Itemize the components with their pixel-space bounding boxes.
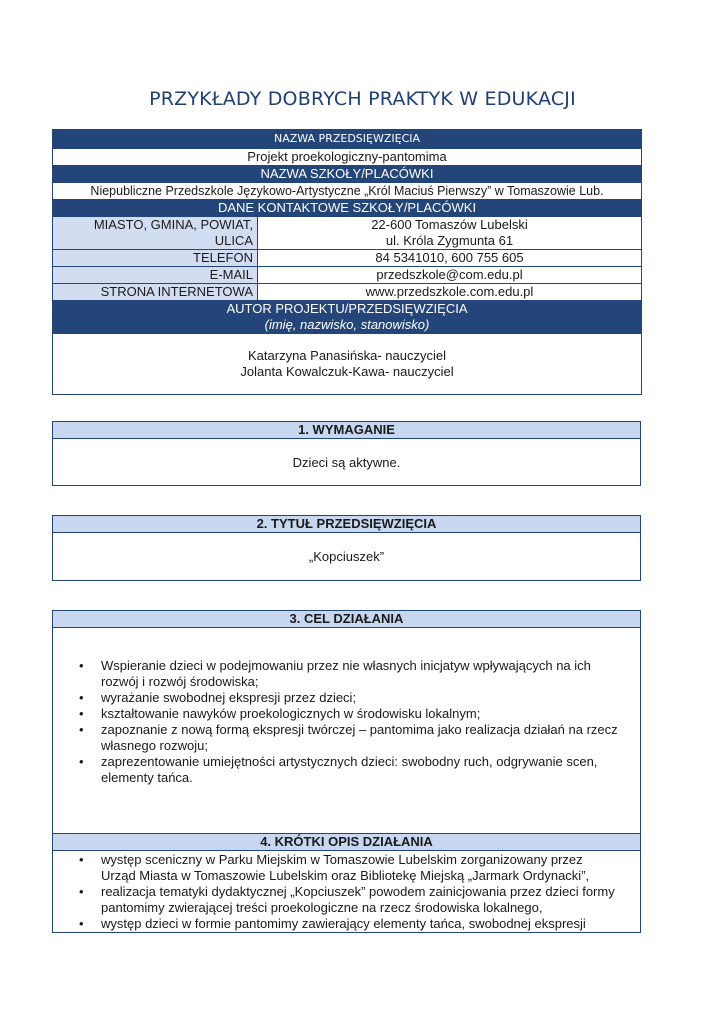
bullet-icon: • [79,658,84,673]
school-name-value: Niepubliczne Przedszkole Językowo-Artystyczne „Król Maciuś Pierwszy” w Tomaszowie Lub. [53,183,642,200]
email-label: E-MAIL [53,267,258,284]
project-name-header: NAZWA PRZEDSIĘWZIĘCIA [53,130,642,149]
address-label-line2: ULICA [214,233,253,248]
author-value [53,334,642,395]
goals-list [53,658,640,786]
bullet-icon: • [79,916,84,931]
author-header [53,301,642,334]
requirement-section [52,421,641,486]
list-item: • zapoznanie z nową formą ekspresji twórczej – pantomima jako realizacja działań na rzecz własnego rozwoju; [79,722,618,753]
list-item: • realizacja tematyki dydaktycznej „Kopciuszek” powodem zainicjowania przez dzieci formy pantomimy zwierającej treści proekologiczne na rzecz środowiska lokalnego, [79,884,615,915]
author-line-1: Katarzyna Panasińska- nauczyciel [248,348,446,363]
website-value[interactable]: www.przedszkole.com.edu.pl [258,284,642,301]
goals-body [53,628,640,833]
page-title: PRZYKŁADY DOBRYCH PRAKTYK W EDUKACJI [149,88,576,110]
contact-header: DANE KONTAKTOWE SZKOŁY/PLACÓWKI [53,200,642,217]
project-title-text: „Kopciuszek” [308,549,385,564]
author-header-title: AUTOR PROJEKTU/PRZEDSIĘWZIĘCIA [226,301,468,316]
project-name-value: Projekt proekologiczny-pantomima [53,149,642,166]
address-value-line2: ul. Króla Zygmunta 61 [385,233,514,248]
phone-value: 84 5341010, 600 755 605 [258,250,642,267]
phone-label: TELEFON [53,250,258,267]
bullet-icon: • [79,884,84,899]
goals-description-section [52,610,641,933]
list-item: • występ sceniczny w Parku Miejskim w Tomaszowie Lubelskim zorganizowany przez Urząd Miasta w Tomaszowie Lubelskim oraz Bibliotekę Miejską „Jarmark Ordynacki”, [79,852,590,883]
list-item: • występ dzieci w formie pantomimy zawierający elementy tańca, swobodnej ekspresji [79,916,586,931]
address-label-line1: MIASTO, GMINA, POWIAT, [93,217,253,232]
bullet-icon: • [79,706,84,721]
requirement-text: Dzieci są aktywne. [292,455,401,470]
bullet-icon: • [79,722,84,737]
goals-heading: 3. CEL DZIAŁANIA [53,611,640,628]
address-label [53,217,258,250]
author-line-2: Jolanta Kowalczuk-Kawa- nauczyciel [240,364,454,379]
bullet-icon: • [79,690,84,705]
address-value [258,217,642,250]
project-title-section [52,515,641,581]
info-table [52,129,642,395]
author-header-subtitle: (imię, nazwisko, stanowisko) [264,317,430,332]
requirement-heading: 1. WYMAGANIE [53,422,640,439]
bullet-icon: • [79,754,84,769]
list-item: • kształtowanie nawyków proekologicznych w środowisku lokalnym; [79,706,481,721]
address-value-line1: 22-600 Tomaszów Lubelski [371,217,528,232]
bullet-icon: • [79,852,84,867]
description-heading: 4. KRÓTKI OPIS DZIAŁANIA [53,833,640,851]
project-title-heading: 2. TYTUŁ PRZEDSIĘWZIĘCIA [53,516,640,533]
list-item: • Wspieranie dzieci w podejmowaniu przez nie własnych inicjatyw wpływających na ich rozwój i rozwój środowiska; [79,658,591,689]
description-list [53,851,640,932]
list-item: • zaprezentowanie umiejętności artystycznych dzieci: swobodny ruch, odgrywanie scen, elementy tańca. [79,754,598,785]
email-value[interactable]: przedszkole@com.edu.pl [258,267,642,284]
list-item: • wyrażanie swobodnej ekspresji przez dzieci; [79,690,357,705]
school-name-header: NAZWA SZKOŁY/PLACÓWKI [53,166,642,183]
website-label: STRONA INTERNETOWA [53,284,258,301]
